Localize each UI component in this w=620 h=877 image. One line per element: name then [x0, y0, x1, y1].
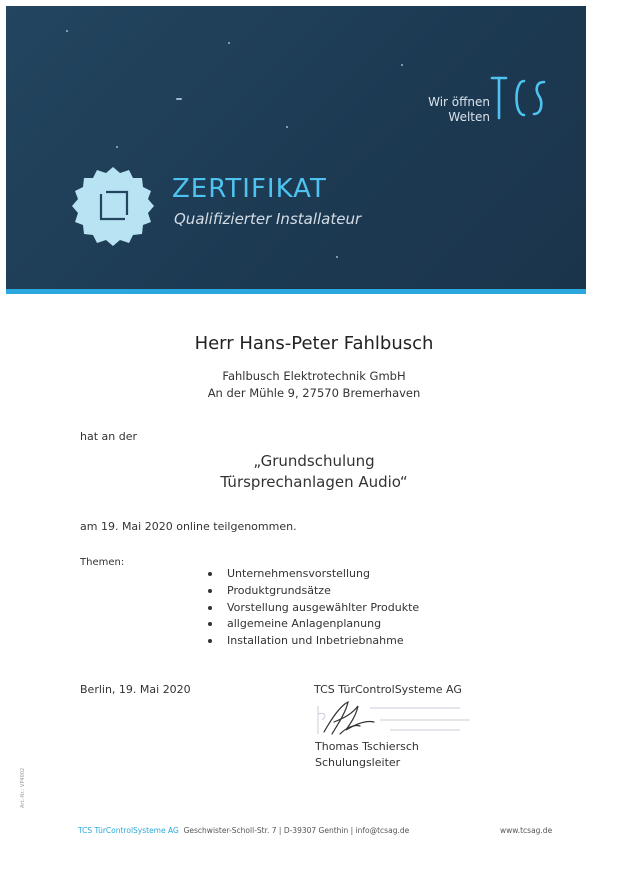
recipient-company: Fahlbusch Elektrotechnik GmbH [222, 369, 406, 383]
handwritten-signature [310, 694, 480, 742]
certificate-title: ZERTIFIKAT [172, 174, 327, 204]
tagline-line1: Wir öffnen [428, 95, 490, 109]
tagline-line2: Welten [448, 110, 490, 124]
signer-block [315, 739, 419, 771]
list-item: allgemeine Anlagenplanung [207, 616, 419, 633]
recipient-company-block [0, 368, 620, 402]
tagline [420, 95, 490, 125]
tcs-logo [488, 72, 550, 124]
participation-text: am 19. Mai 2020 online teilgenommen. [80, 520, 297, 533]
signature-company: TCS TürControlSysteme AG [314, 683, 462, 696]
themes-label: Themen: [80, 557, 125, 568]
list-item: Vorstellung ausgewählter Produkte [207, 600, 419, 617]
signer-name: Thomas Tschiersch [315, 740, 419, 753]
list-item: Produktgrundsätze [207, 583, 419, 600]
course-title [0, 451, 620, 493]
place-date: Berlin, 19. Mai 2020 [80, 683, 191, 696]
footer [78, 826, 409, 835]
course-title-line1: „Grundschulung [253, 452, 375, 470]
signer-role: Schulungsleiter [315, 756, 401, 769]
recipient-address: An der Mühle 9, 27570 Bremerhaven [207, 386, 421, 400]
banner-accent-line [6, 289, 586, 294]
topics-list [207, 566, 419, 650]
course-title-line2: Türsprechanlagen Audio“ [220, 473, 408, 491]
list-item: Installation und Inbetriebnahme [207, 633, 419, 650]
footer-company: TCS TürControlSysteme AG [78, 826, 179, 835]
certificate-subtitle: Qualifizierter Installateur [174, 210, 362, 228]
article-number: Art.-Nr.: VP4002 [20, 767, 26, 808]
footer-address: Geschwister-Scholl-Str. 7 | D-39307 Genthin | info@tcsag.de [183, 826, 410, 835]
intro-text: hat an der [80, 430, 138, 443]
certificate-seal-icon [70, 164, 156, 250]
recipient-name: Herr Hans-Peter Fahlbusch [194, 333, 434, 354]
list-item: Unternehmensvorstellung [207, 566, 419, 583]
footer-website: www.tcsag.de [500, 826, 553, 835]
